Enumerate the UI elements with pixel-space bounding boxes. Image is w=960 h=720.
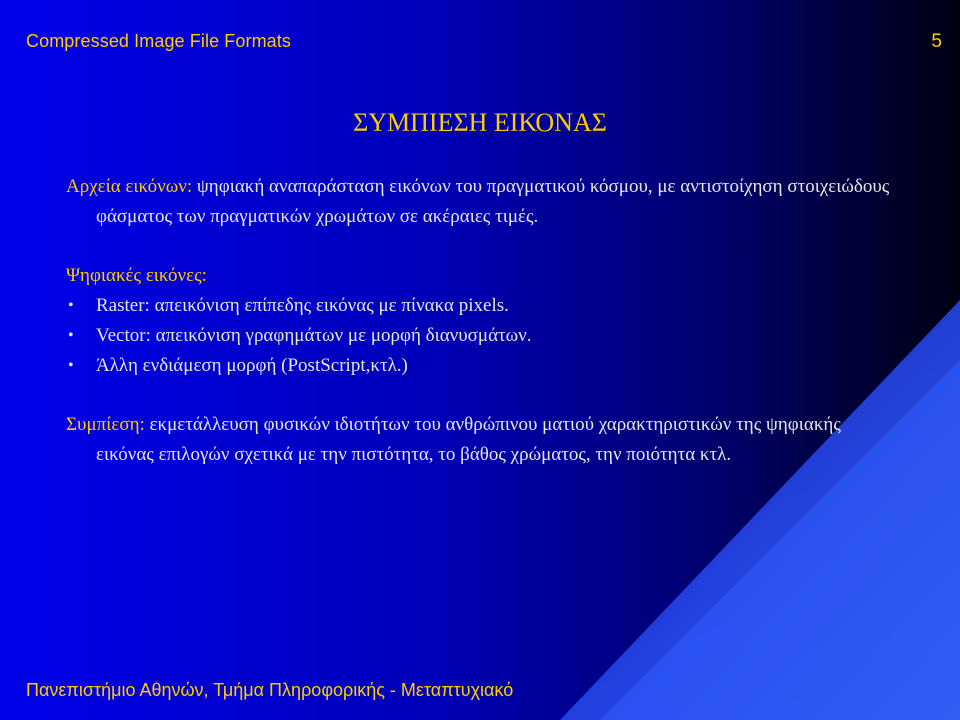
- paragraph-compression: [66, 410, 896, 470]
- bullet-icon: •: [68, 357, 74, 374]
- list-item: [66, 291, 896, 321]
- list-item: [66, 321, 896, 351]
- course-title: Compressed Image File Formats: [26, 31, 291, 51]
- slide-title: ΣΥΜΠΙΕΣΗ ΕΙΚΟΝΑΣ: [353, 108, 607, 137]
- paragraph-digital-images: [66, 261, 896, 291]
- bullet-icon: •: [68, 327, 74, 344]
- slide-number: 5: [931, 31, 942, 52]
- slide-body: [66, 172, 896, 470]
- paragraph-lead: Αρχεία εικόνων:: [66, 176, 193, 197]
- list-item-text: Raster: απεικόνιση επίπεδης εικόνας με πίνακα pixels.: [96, 295, 509, 316]
- paragraph-text: εκμετάλλευση φυσικών ιδιοτήτων του ανθρώπινου ματιού χαρακτηριστικών της ψηφιακής εικόνας επιλογών σχετικά με την πιστότητα, το βάθος χρώματος, την ποιότητα κτλ.: [96, 414, 841, 465]
- bullet-list: [66, 291, 896, 381]
- bullet-icon: •: [68, 297, 74, 314]
- list-item-text: Άλλη ενδιάμεση μορφή (PostScript,κτλ.): [96, 355, 408, 376]
- footer-text: Πανεπιστήμιο Αθηνών, Τμήμα Πληροφορικής - Μεταπτυχιακό: [26, 680, 514, 700]
- list-item-text: Vector: απεικόνιση γραφημάτων με μορφή διανυσμάτων.: [96, 325, 532, 346]
- paragraph-text: ψηφιακή αναπαράσταση εικόνων του πραγματικού κόσμου, με αντιστοίχηση στοιχειώδους φάσματος των πραγματικών χρωμάτων σε ακέραιες τιμές.: [96, 176, 890, 227]
- paragraph-image-files: [66, 172, 896, 232]
- paragraph-lead: Συμπίεση:: [66, 414, 145, 435]
- list-item: [66, 351, 896, 381]
- paragraph-lead: Ψηφιακές εικόνες:: [66, 265, 207, 286]
